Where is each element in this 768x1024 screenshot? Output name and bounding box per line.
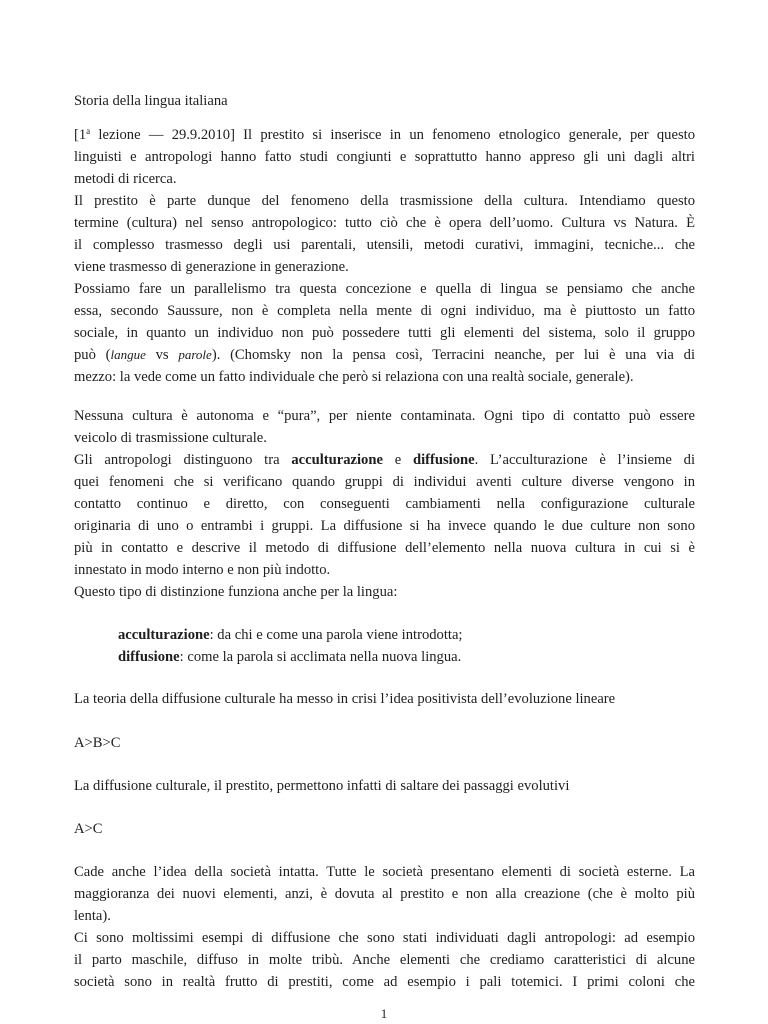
paragraph-line: La teoria della diffusione culturale ha messo in crisi l’idea positivista dell’evoluzione lineare xyxy=(74,691,616,707)
definition-item: diffusione: come la parola si acclimata nella nuova lingua. xyxy=(118,649,462,665)
paragraph-line: quei fenomeni che si verificano quando gruppi di individui aventi culture diverse vengono in xyxy=(74,474,695,490)
paragraph-line: linguisti e antropologi hanno fatto studi congiunti e soprattutto hanno appreso gli uni dagli altri xyxy=(74,149,695,165)
paragraph-line: sociale, in quanto un individuo non può possedere tutti gli elementi del sistema, solo il gruppo xyxy=(74,325,695,341)
paragraph-line: Possiamo fare un parallelismo tra questa concezione e quella di lingua se pensiamo che anche xyxy=(74,281,695,297)
paragraph-2 xyxy=(74,190,695,278)
paragraph-line: Gli antropologi distinguono tra acculturazione e diffusione. L’acculturazione è l’insieme di xyxy=(74,452,696,468)
definition-term: acculturazione xyxy=(118,627,210,643)
paragraph-line: Cade anche l’idea della società intatta. Tutte le società presentano elementi di società esterne. La xyxy=(74,864,695,880)
paragraph-line: contatto continuo e diretto, con conseguenti cambiamenti nella configurazione culturale xyxy=(74,496,695,512)
paragraph-line: metodi di ricerca. xyxy=(74,171,177,187)
paragraph-line: maggioranza dei nuovi elementi, anzi, è dovuta al prestito e non alla creazione (che è molto più xyxy=(74,886,695,902)
italic-term: langue xyxy=(110,347,146,362)
document-title: Storia della lingua italiana xyxy=(74,93,228,109)
paragraph-6 xyxy=(74,688,695,710)
paragraph-line: mezzo: la vede come un fatto individuale che però si relaziona con una realtà sociale, generale). xyxy=(74,369,634,385)
paragraph-line: lenta). xyxy=(74,908,111,924)
paragraph-8 xyxy=(74,861,695,927)
paragraph-line: innestato in modo interno e non più indotto. xyxy=(74,562,331,578)
paragraph-line: società sono in realtà frutto di prestiti, come ad esempio i pali totemici. I primi coloni che xyxy=(74,974,695,990)
paragraph-line: viene trasmesso di generazione in generazione. xyxy=(74,259,349,275)
definition-list xyxy=(118,624,678,668)
paragraph-line: La diffusione culturale, il prestito, permettono infatti di saltare dei passaggi evolutivi xyxy=(74,778,570,794)
paragraph-4 xyxy=(74,405,695,449)
paragraph-line: Il prestito è parte dunque del fenomeno della trasmissione della cultura. Intendiamo questo xyxy=(74,193,695,209)
formula-1: A>B>C xyxy=(74,735,121,751)
bold-term: acculturazione xyxy=(291,452,383,468)
paragraph-line: termine (cultura) nel senso antropologico: tutto ciò che è opera dell’uomo. Cultura vs Natura. È xyxy=(74,215,695,231)
paragraph-line: essa, secondo Saussure, non è completa nella mente di ogni individuo, ma è piuttosto un fatto xyxy=(74,303,695,319)
paragraph-line: [1$^a$ lezione — 29.9.2010] Il prestito si inserisce in un fenomeno etnologico generale, per questo xyxy=(74,126,695,143)
paragraph-line: originaria di uno o entrambi i gruppi. La diffusione si ha invece quando le due culture non sono xyxy=(74,518,695,534)
paragraph-line: il complesso trasmesso degli usi parentali, utensili, metodi curativi, immagini, tecniche... che xyxy=(74,237,695,253)
paragraph-9 xyxy=(74,927,695,993)
paragraph-7 xyxy=(74,775,695,797)
paragraph-line: il parto maschile, diffuso in molte tribù. Anche elementi che crediamo caratteristici di alcune xyxy=(74,952,695,968)
paragraph-5 xyxy=(74,449,695,603)
definition-item: acculturazione: da chi e come una parola viene introdotta; xyxy=(118,627,463,643)
definition-term: diffusione xyxy=(118,649,180,665)
paragraph-line: Ci sono moltissimi esempi di diffusione che sono stati individuati dagli antropologi: ad esempio xyxy=(74,930,695,946)
paragraph-3 xyxy=(74,278,695,388)
paragraph-line: Nessuna cultura è autonoma e “pura”, per niente contaminata. Ogni tipo di contatto può essere xyxy=(74,408,695,424)
paragraph-line: può (langue vs parole). (Chomsky non la pensa così, Terracini neanche, per lui è una via di xyxy=(74,347,695,363)
paragraph-1 xyxy=(74,124,695,190)
formula-2: A>C xyxy=(74,821,103,837)
paragraph-line: più in contatto e descrive il metodo di diffusione dell’elemento nella nuova cultura in cui si è xyxy=(74,540,695,556)
paragraph-line: veicolo di trasmissione culturale. xyxy=(74,430,267,446)
bold-term: diffusione xyxy=(412,452,475,468)
paragraph-line: Questo tipo di distinzione funziona anche per la lingua: xyxy=(74,584,398,600)
italic-term: parole xyxy=(178,347,212,362)
page-number: 1 xyxy=(380,1006,388,1021)
